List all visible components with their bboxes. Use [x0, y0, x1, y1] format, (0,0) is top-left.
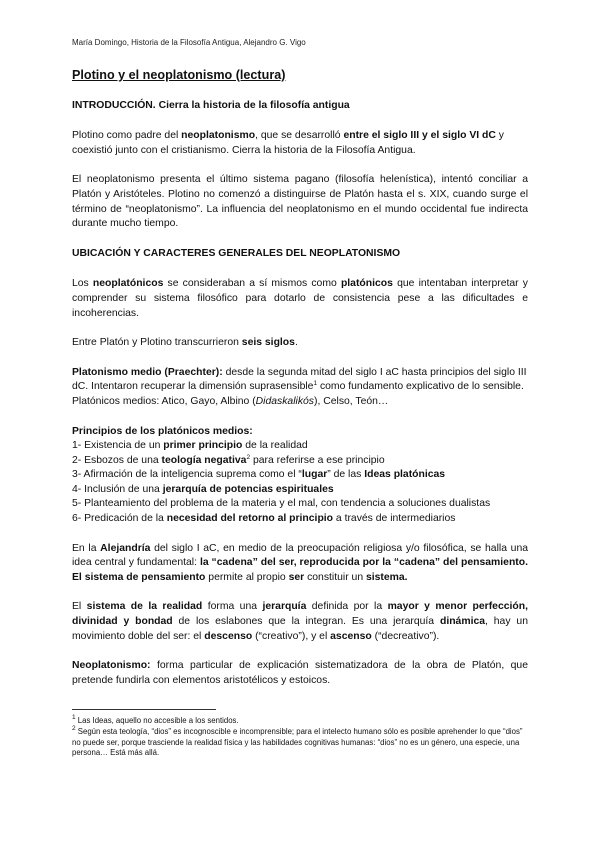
platonismo-medio-paragraph: Platonismo medio (Praechter): desde la segunda mitad del siglo I aC hasta principios del siglo III dC. Intentaron recuperar la dimensión suprasensible$^1$ como fundamento explicativo de lo sensible. Platónicos medios: Atico, Gayo, Albino (Didaskalikós), Celso, Teón… [72, 366, 527, 407]
list-item: 5- Planteamiento del problema de la materia y el mal, con tendencia a soluciones dualistas [72, 498, 491, 510]
alexandria-paragraph: En la Alejandría del siglo I aC, en medio de la preocupación religiosa y/o filosófica, se halla una idea central y fundamental: la “cadena” del ser, reproducida por la “cadena” del pensamiento. El sistema de pensamiento permite al propio ser constituir un sistema. [72, 542, 528, 583]
section2-paragraph-1: Los neoplatónicos se consideraban a sí mismos como platónicos que intentaban interpretar y comprender su sistema filosófico para dotarlo de consistencia pese a las dificultades e incoherencias. [72, 278, 528, 319]
footnote-2: $^2$ Según esta teología, “dios” es incognoscible e incomprensible; para el intelecto humano sólo es posible aprehender lo que “dios” no puede ser, porque trasciende la realidad física y las habilidades cognitivas humanas: “dios” no es un género, una especie, una persona… Está más allá. [72, 724, 523, 758]
page-title: Plotino y el neoplatonismo (lectura) [72, 68, 286, 82]
intro-paragraph-2: El neoplatonismo presenta el último sistema pagano (filosofía helenística), intentó conciliar a Platón y Aristóteles. Plotino no comenzó a distinguirse de Platón hasta el s. XIX, cuando surge el término de “neoplatonismo”. La influencia del neoplatonismo en el mundo occidental fue indirecta durante mucho tiempo. [72, 174, 528, 230]
section2-paragraph-2: Entre Platón y Plotino transcurrieron seis siglos. [72, 337, 298, 349]
neoplatonismo-paragraph: Neoplatonismo: forma particular de explicación sistematizadora de la obra de Platón, que pretende fundirla con elementos aristotélicos y estoicos. [72, 660, 528, 686]
list-item: 1- Existencia de un primer principio de la realidad [72, 440, 308, 452]
intro-paragraph-1: Plotino como padre del neoplatonismo, que se desarrolló entre el siglo III y el siglo VI dC y coexistió junto con el cristianismo. Cierra la historia de la Filosofía Antigua. [72, 130, 504, 156]
footnotes [72, 716, 528, 759]
footnote-1: $^1$ Las Ideas, aquello no accesible a los sentidos. [72, 714, 239, 725]
list-item: 4- Inclusión de una jerarquía de potencias espirituales [72, 483, 334, 495]
list-item: 2- Esbozos de una teología negativa$^2$ para referirse a ese principio [72, 453, 385, 466]
list-item: 6- Predicación de la necesidad del retorno al principio a través de intermediarios [72, 513, 456, 525]
footnote-ref-2[interactable]: 2 [246, 453, 251, 461]
main-content [72, 68, 528, 703]
footnote-ref-1[interactable]: 1 [313, 380, 318, 388]
intro-heading: INTRODUCCIÓN. Cierra la historia de la filosofía antigua [72, 99, 350, 111]
principles-heading: Principios de los platónicos medios: [72, 425, 253, 437]
reality-paragraph: El sistema de la realidad forma una jerarquía definida por la mayor y menor perfección, divinidad y bondad de los eslabones que la integran. Es una jerarquía dinámica, hay un movimiento doble del ser: el descenso (“creativo”), y el ascenso (“decreativo”). [72, 601, 528, 642]
list-item: 3- Afirmación de la inteligencia suprema como el “lugar” de las Ideas platónicas [72, 469, 446, 481]
footnote-divider [72, 709, 216, 710]
running-header: María Domingo, Historia de la Filosofía Antigua, Alejandro G. Vigo [72, 38, 306, 47]
principles-list [72, 425, 528, 527]
section2-heading: UBICACIÓN Y CARACTERES GENERALES DEL NEOPLATONISMO [72, 247, 401, 259]
